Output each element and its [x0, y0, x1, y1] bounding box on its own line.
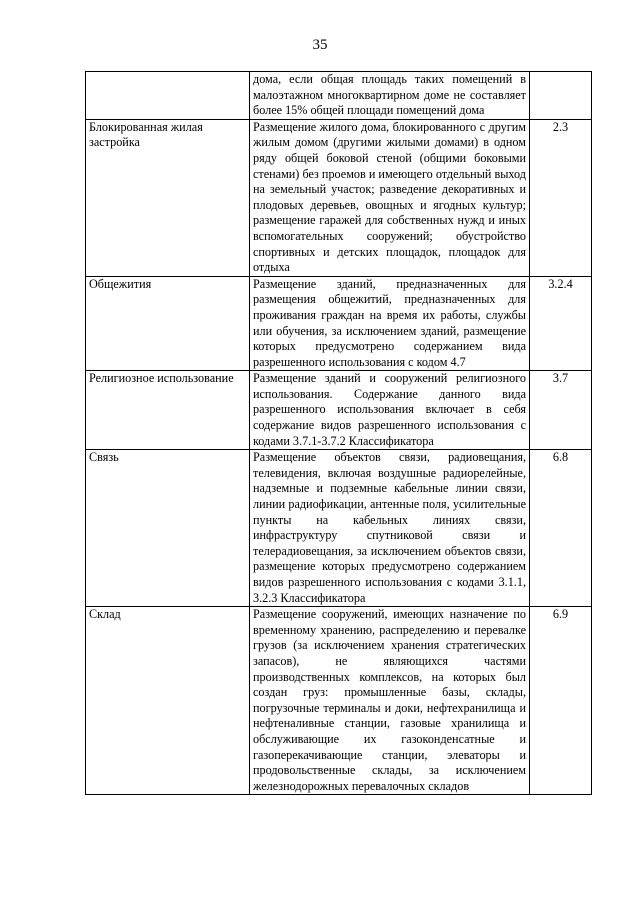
- use-name-cell: Религиозное использование: [86, 371, 250, 450]
- use-code-cell: 2.3: [530, 119, 592, 276]
- land-use-classifier-table: [85, 71, 592, 795]
- use-code-cell: 6.9: [530, 607, 592, 795]
- use-description-cell: Размещение сооружений, имеющих назначение по временному хранению, распределению и перевалке грузов (за исключением хранения стратегических запасов), не являющихся частями производственных комплексов, на которых был создан груз: промышленные базы, склады, погрузочные терминалы и доки, нефтехранилища и нефтеналивные станции, газовые хранилища и обслуживающие их газоконденсатные и газоперекачивающие станции, элеваторы и продовольственные склады, за исключением железнодорожных перевалочных складов: [250, 607, 530, 795]
- table-row: [86, 72, 592, 120]
- use-code-cell: 3.2.4: [530, 276, 592, 371]
- use-description-cell: Размещение зданий, предназначенных для размещения общежитий, предназначенных для проживания граждан на время их работы, службы или обучения, за исключением зданий, размещение которых предусмотрено содержанием вида разрешенного использования с кодом 4.7: [250, 276, 530, 371]
- table-row: [86, 119, 592, 276]
- page-number: 35: [312, 37, 328, 53]
- table-row: [86, 607, 592, 795]
- table-row: [86, 450, 592, 607]
- use-name-cell: Склад: [86, 607, 250, 795]
- use-code-cell: 3.7: [530, 371, 592, 450]
- use-description-cell: Размещение жилого дома, блокированного с другим жилым домом (другими жилыми домами) в одном ряду общей боковой стеной (общими боковыми стенами) без проемов и имеющего отдельный выход на земельный участок; разведение декоративных и плодовых деревьев, овощных и ягодных культур; размещение гаражей для собственных нужд и иных вспомогательных сооружений; обустройство спортивных и детских площадок, площадок для отдыха: [250, 119, 530, 276]
- use-description-cell: Размещение объектов связи, радиовещания, телевидения, включая воздушные радиорелейные, надземные и подземные кабельные линии связи, линии радиофикации, антенные поля, усилительные пункты на кабельных линиях связи, инфраструктуру спутниковой связи и телерадиовещания, за исключением объектов связи, размещение которых предусмотрено содержанием видов разрешенного использования с кодами 3.1.1, 3.2.3 Классификатора: [250, 450, 530, 607]
- use-code-cell: [530, 72, 592, 120]
- use-name-cell: [86, 72, 250, 120]
- table-row: [86, 371, 592, 450]
- use-description-cell: дома, если общая площадь таких помещений в малоэтажном многоквартирном доме не составляет более 15% общей площади помещений дома: [250, 72, 530, 120]
- use-name-cell: Общежития: [86, 276, 250, 371]
- use-description-cell: Размещение зданий и сооружений религиозного использования. Содержание данного вида разрешенного использования включает в себя содержание видов разрешенного использования с кодами 3.7.1-3.7.2 Классификатора: [250, 371, 530, 450]
- use-name-cell: Связь: [86, 450, 250, 607]
- use-code-cell: 6.8: [530, 450, 592, 607]
- use-name-cell: Блокированная жилая застройка: [86, 119, 250, 276]
- table-row: [86, 276, 592, 371]
